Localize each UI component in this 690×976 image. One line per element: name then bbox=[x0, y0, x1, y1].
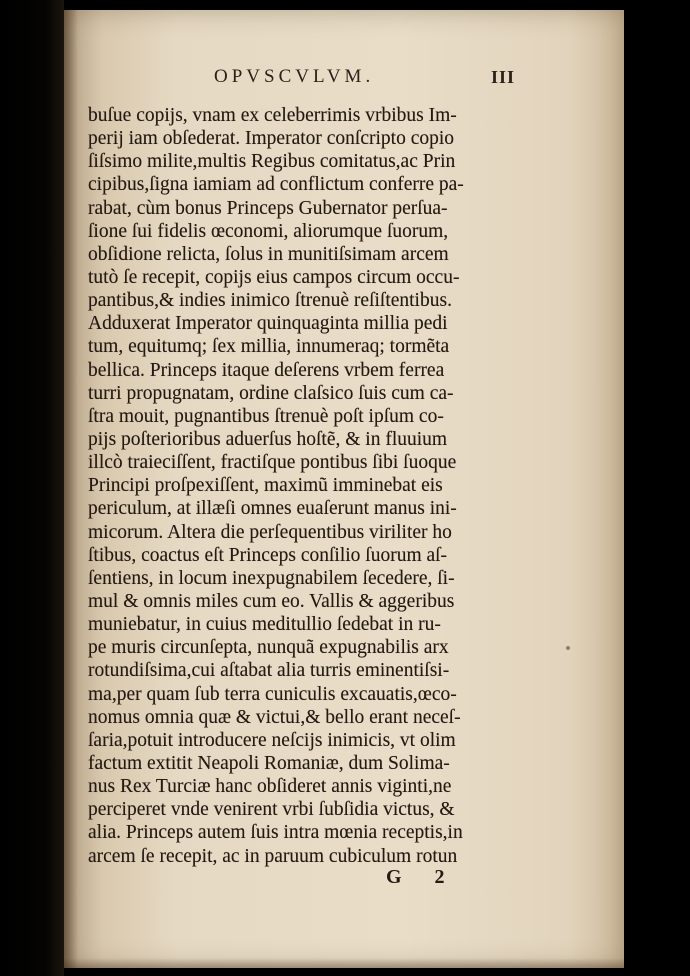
text-line: pijs poſterioribus aduerſus hoſtẽ, & in fluuium bbox=[88, 428, 448, 450]
text-line: ſiſsimo milite,multis Regibus comitatus,ac Prin bbox=[88, 151, 456, 173]
text-line: pe muris circunſepta, nunquã expugnabilis arx bbox=[88, 637, 449, 659]
text-line: arcem ſe recepit, ac in paruum cubiculum rotun bbox=[88, 845, 458, 867]
text-line: alia. Princeps autem ſuis intra mœnia receptis,in bbox=[88, 822, 463, 844]
text-line: ma,per quam ſub terra cuniculis excauatis,œco- bbox=[88, 683, 457, 705]
text-line: buſue copijs, vnam ex celeberrimis vrbibus Im- bbox=[88, 105, 457, 126]
text-line: muniebatur, in cuius meditullio ſedebat in ru- bbox=[88, 614, 441, 636]
text-line: factum extitit Neapoli Romaniæ, dum Solima- bbox=[88, 752, 450, 774]
paper-speck bbox=[566, 646, 570, 650]
text-line: ſtibus, coactus eſt Princeps conſilio ſuorum aſ- bbox=[88, 544, 448, 566]
text-line: periculum, at illæſi omnes euaſerunt manus ini- bbox=[88, 498, 457, 520]
text-line: turri propugnatam, ordine claſsico ſuis cum ca- bbox=[88, 382, 454, 404]
text-line: Principi proſpexiſſent, maximũ imminebat eis bbox=[88, 475, 443, 497]
text-line: ſaria,potuit introducere neſcijs inimicis, vt olim bbox=[88, 729, 456, 751]
text-line: rotundiſsima,cui aſtabat alia turris eminentiſsi- bbox=[88, 660, 450, 682]
text-line: obſidione relicta, ſolus in munitiſsimam arcem bbox=[88, 243, 449, 265]
scan-background-right bbox=[622, 0, 690, 976]
text-line: cipibus,ſigna iamiam ad conflictum conferre pa- bbox=[88, 174, 464, 196]
running-title: OPVSCVLVM. bbox=[214, 66, 375, 87]
text-line: tutò ſe recepit, copijs eius campos circum occu- bbox=[88, 266, 460, 288]
text-line: rabat, cùm bonus Princeps Gubernator perſua- bbox=[88, 197, 448, 219]
text-line: nus Rex Turciæ hanc obſideret annis viginti,ne bbox=[88, 776, 452, 798]
text-line: Adduxerat Imperator quinquaginta millia pedi bbox=[88, 313, 448, 335]
text-line: tum, equitumq; ſex millia, innumeraq; tormẽta bbox=[88, 336, 450, 358]
text-line: perciperet vnde venirent vrbi ſubſidia victus, & bbox=[88, 799, 455, 821]
text-line: ſtra mouit, pugnantibus ſtrenuè poſt ipſum co- bbox=[88, 405, 444, 427]
text-line: pantibus,& indies inimico ſtrenuè reſiſtentibus. bbox=[88, 290, 452, 312]
book-page bbox=[64, 10, 624, 968]
text-line: bellica. Princeps itaque deſerens vrbem ferrea bbox=[88, 359, 445, 381]
text-line: illcò traieciſſent, fractiſque pontibus ſibi ſuoque bbox=[88, 452, 457, 474]
text-line: nomus omnia quæ & victui,& bello erant neceſ- bbox=[88, 706, 461, 728]
text-line: perij iam obſederat. Imperator conſcripto copio bbox=[88, 128, 455, 150]
page-number: III bbox=[491, 67, 516, 87]
text-line: ſione ſui fidelis œconomi, aliorumque ſuorum, bbox=[88, 220, 449, 242]
body-text bbox=[88, 104, 528, 868]
signature-mark: G 2 bbox=[386, 866, 459, 888]
text-line: mul & omnis miles cum eo. Vallis & aggeribus bbox=[88, 590, 455, 612]
running-head bbox=[64, 66, 624, 92]
text-line: micorum. Altera die perſequentibus viriliter ho bbox=[88, 521, 452, 543]
scan-background-left bbox=[0, 0, 64, 976]
text-line: ſentiens, in locum inexpugnabilem ſecedere, ſi- bbox=[88, 567, 455, 589]
